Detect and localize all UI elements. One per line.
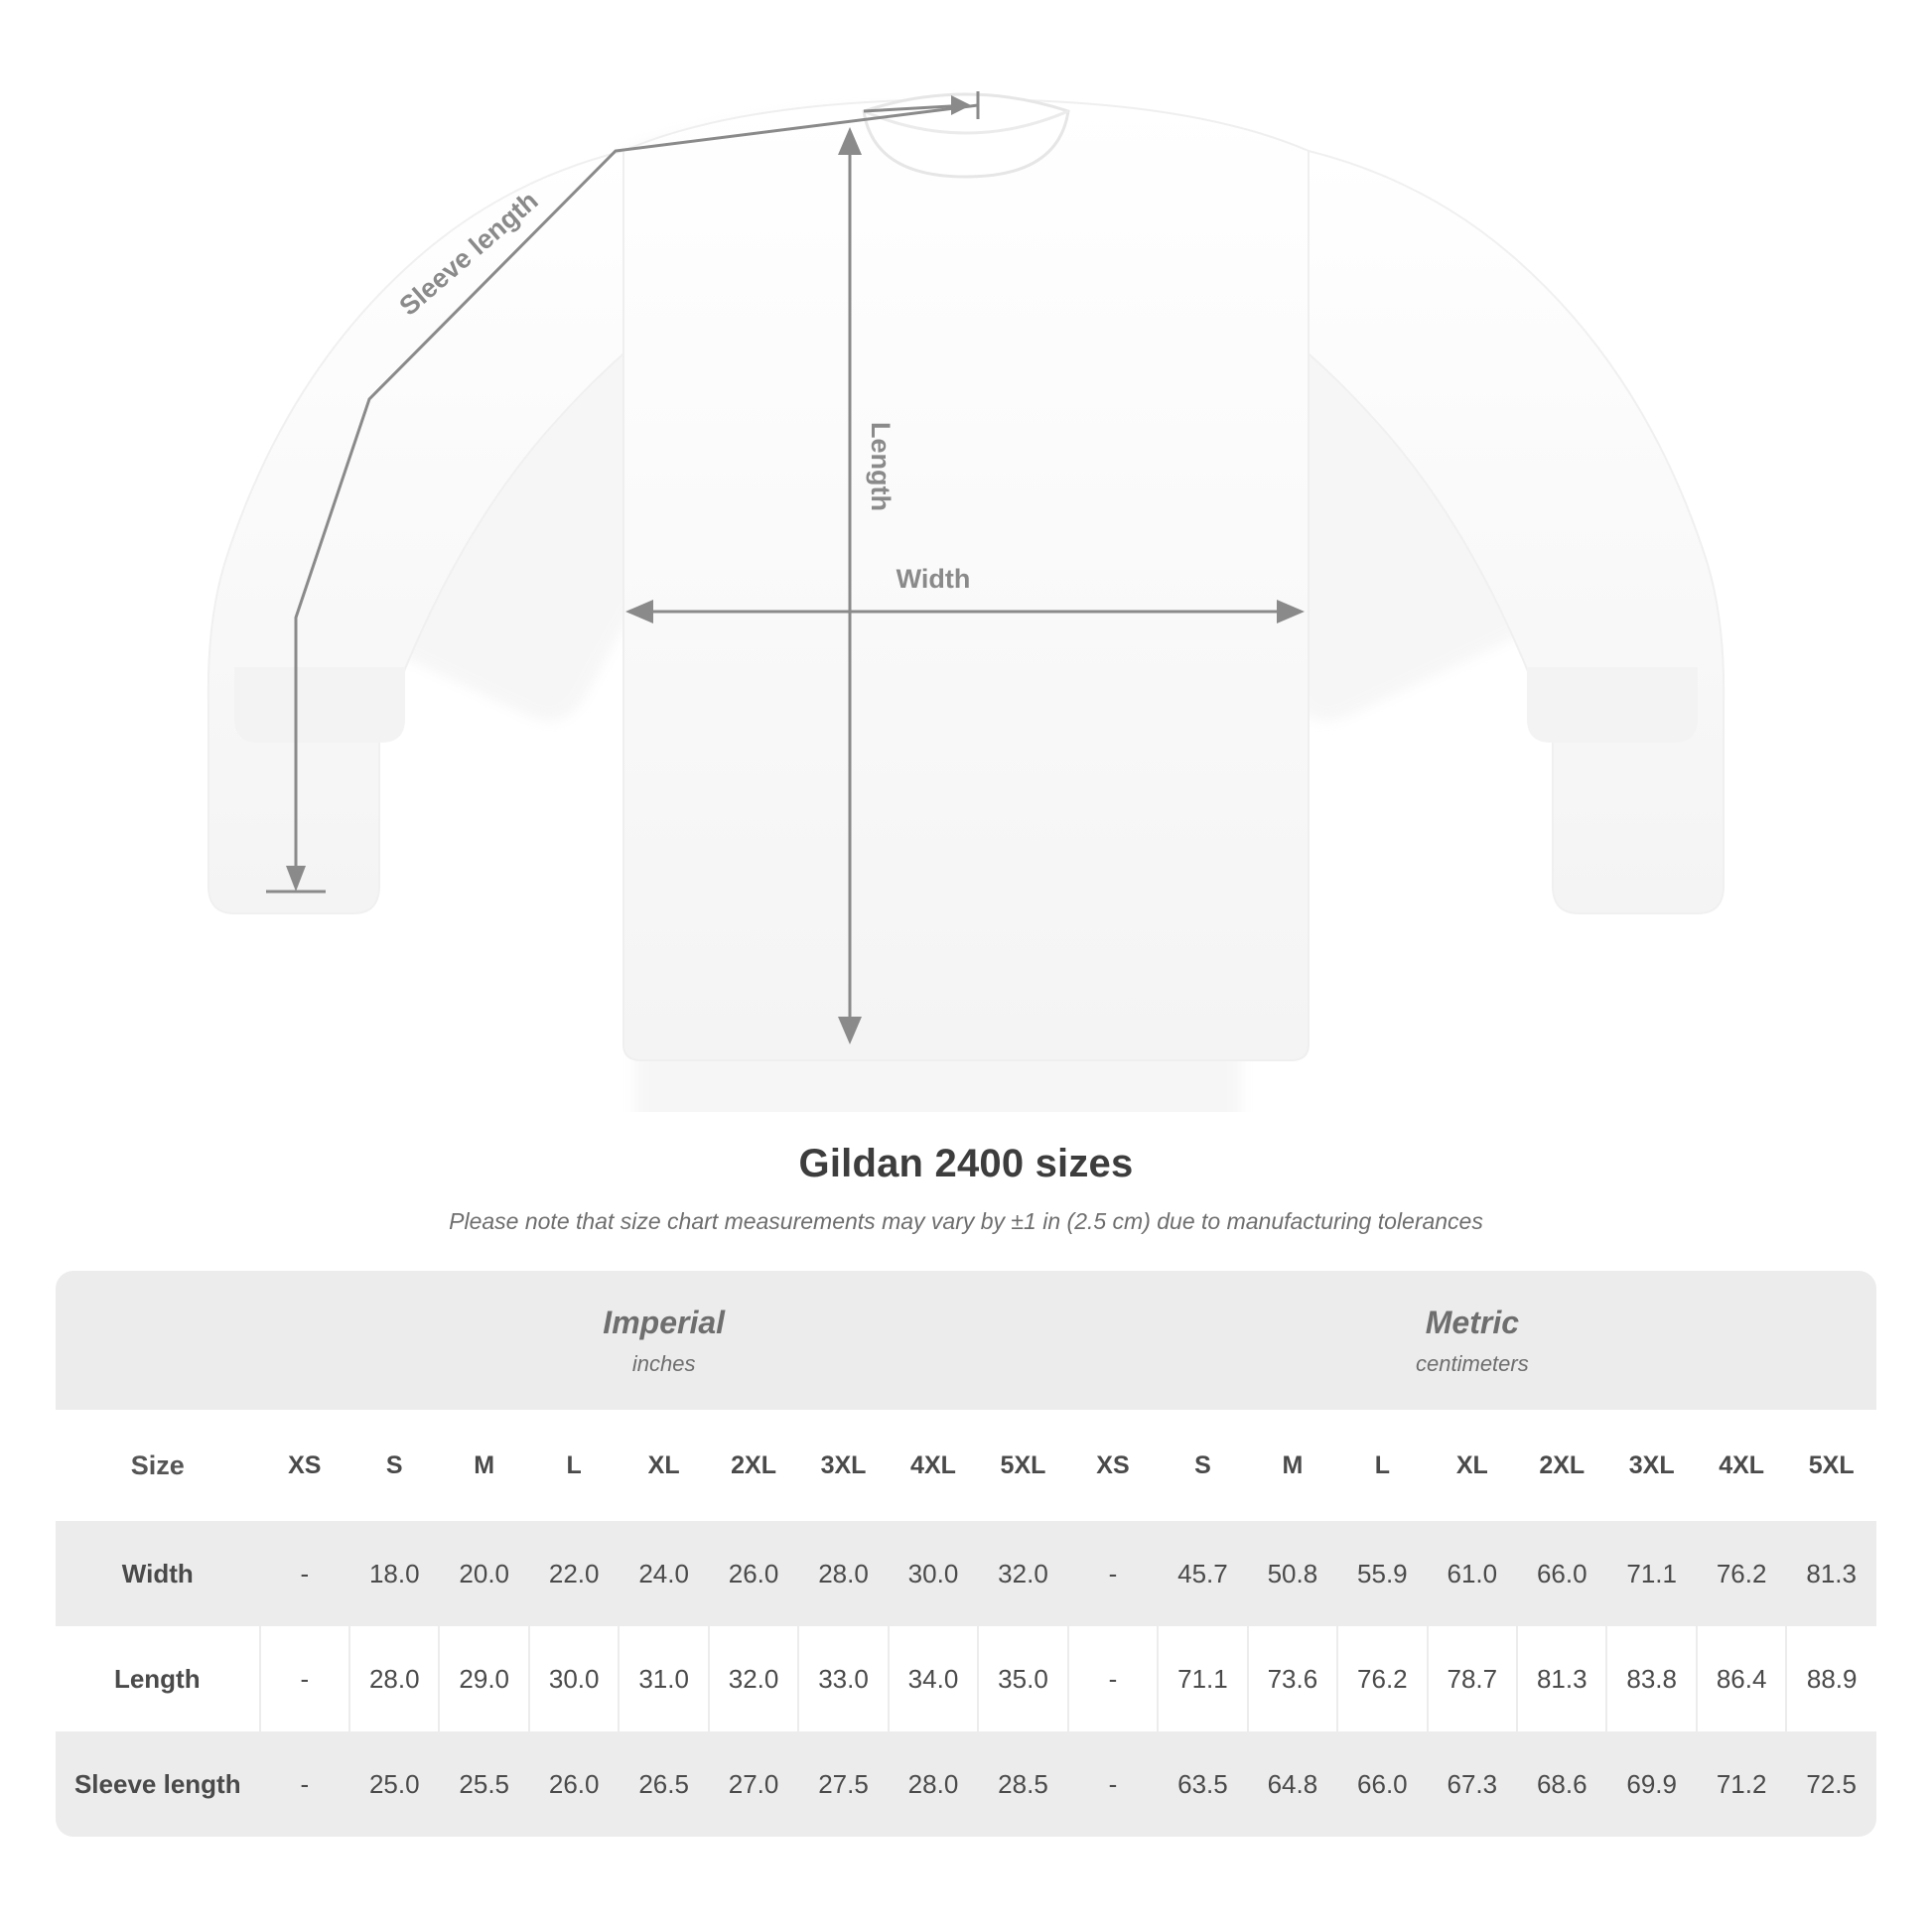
table-cell: 29.0 (439, 1626, 528, 1731)
table-cell: 34.0 (889, 1626, 978, 1731)
table-cell: 32.0 (978, 1521, 1068, 1626)
table-cell: 71.1 (1606, 1521, 1696, 1626)
table-cell: 18.0 (349, 1521, 439, 1626)
size-header-cell: XS (260, 1410, 349, 1521)
table-cell: 22.0 (529, 1521, 619, 1626)
table-cell: 50.8 (1248, 1521, 1337, 1626)
table-cell: 88.9 (1786, 1626, 1876, 1731)
table-cell: 69.9 (1606, 1731, 1696, 1837)
unit-group-imperial (260, 1271, 1068, 1410)
table-cell: 27.5 (798, 1731, 888, 1837)
width-label: Width (896, 564, 971, 594)
table-cell: 20.0 (439, 1521, 528, 1626)
table-cell: 27.0 (709, 1731, 798, 1837)
size-header-cell: XL (619, 1410, 708, 1521)
table-cell: 64.8 (1248, 1731, 1337, 1837)
table-cell: 31.0 (619, 1626, 708, 1731)
table-cell: 28.0 (349, 1626, 439, 1731)
row-label-width: Width (56, 1521, 260, 1626)
table-cell: 63.5 (1158, 1731, 1247, 1837)
unit-header-row (56, 1271, 1876, 1410)
title-block (0, 1142, 1932, 1235)
table-cell: 71.2 (1697, 1731, 1786, 1837)
table-cell: 28.0 (889, 1731, 978, 1837)
table-cell: - (1068, 1731, 1158, 1837)
table-cell: - (260, 1731, 349, 1837)
table-cell: 61.0 (1428, 1521, 1517, 1626)
table-cell: 28.0 (798, 1521, 888, 1626)
table-cell: 76.2 (1337, 1626, 1427, 1731)
table-row (56, 1731, 1876, 1837)
size-header-cell: 4XL (1697, 1410, 1786, 1521)
table-row (56, 1521, 1876, 1626)
table-cell: 71.1 (1158, 1626, 1247, 1731)
sleeve-length-label: Sleeve length (393, 185, 544, 322)
table-cell: 24.0 (619, 1521, 708, 1626)
unit-group-metric-sub: centimeters (1416, 1350, 1529, 1376)
table-cell: 81.3 (1517, 1626, 1606, 1731)
size-header-cell: S (349, 1410, 439, 1521)
size-header-cell: M (439, 1410, 528, 1521)
size-header-cell: XL (1428, 1410, 1517, 1521)
table-row (56, 1626, 1876, 1731)
table-cell: 78.7 (1428, 1626, 1517, 1731)
table-cell: - (260, 1626, 349, 1731)
table-cell: 55.9 (1337, 1521, 1427, 1626)
table-cell: 26.0 (709, 1521, 798, 1626)
size-header-cell: 4XL (889, 1410, 978, 1521)
size-header-cell: L (529, 1410, 619, 1521)
table-cell: 67.3 (1428, 1731, 1517, 1837)
table-cell: 30.0 (529, 1626, 619, 1731)
table-cell: 26.5 (619, 1731, 708, 1837)
table-cell: - (1068, 1626, 1158, 1731)
measurement-note: Please note that size chart measurements may vary by ±1 in (2.5 cm) due to manufacturing tolerances (449, 1208, 1483, 1234)
size-header-cell: S (1158, 1410, 1247, 1521)
table-cell: 30.0 (889, 1521, 978, 1626)
table-cell: - (1068, 1521, 1158, 1626)
row-label-sleeve-length: Sleeve length (56, 1731, 260, 1837)
table-cell: - (260, 1521, 349, 1626)
table-cell: 26.0 (529, 1731, 619, 1837)
unit-spacer-cell (56, 1271, 260, 1410)
table-cell: 68.6 (1517, 1731, 1606, 1837)
page-title: Gildan 2400 sizes (798, 1142, 1134, 1185)
unit-group-metric-name: Metric (1425, 1304, 1519, 1340)
size-header-cell: XS (1068, 1410, 1158, 1521)
table-cell: 66.0 (1517, 1521, 1606, 1626)
size-header-cell: 2XL (709, 1410, 798, 1521)
size-header-cell: 3XL (1606, 1410, 1696, 1521)
size-header-row (56, 1410, 1876, 1521)
table-cell: 32.0 (709, 1626, 798, 1731)
length-label: Length (866, 422, 896, 511)
table-cell: 72.5 (1786, 1731, 1876, 1837)
size-header-cell: L (1337, 1410, 1427, 1521)
size-table-container (56, 1271, 1876, 1837)
row-label-length: Length (56, 1626, 260, 1731)
table-cell: 35.0 (978, 1626, 1068, 1731)
table-cell: 76.2 (1697, 1521, 1786, 1626)
table-cell: 66.0 (1337, 1731, 1427, 1837)
size-header-cell: 5XL (978, 1410, 1068, 1521)
table-cell: 86.4 (1697, 1626, 1786, 1731)
size-header-cell: 3XL (798, 1410, 888, 1521)
table-cell: 33.0 (798, 1626, 888, 1731)
size-header-cell: 2XL (1517, 1410, 1606, 1521)
unit-group-imperial-sub: inches (631, 1350, 696, 1376)
unit-group-metric (1068, 1271, 1876, 1410)
table-cell: 28.5 (978, 1731, 1068, 1837)
table-cell: 83.8 (1606, 1626, 1696, 1731)
table-cell: 45.7 (1158, 1521, 1247, 1626)
size-header-cell: M (1248, 1410, 1337, 1521)
unit-group-imperial-name: Imperial (603, 1304, 726, 1340)
table-cell: 73.6 (1248, 1626, 1337, 1731)
table-cell: 81.3 (1786, 1521, 1876, 1626)
table-cell: 25.5 (439, 1731, 528, 1837)
size-table (56, 1271, 1876, 1837)
size-header-cell: 5XL (1786, 1410, 1876, 1521)
size-header-label: Size (56, 1410, 260, 1521)
table-cell: 25.0 (349, 1731, 439, 1837)
